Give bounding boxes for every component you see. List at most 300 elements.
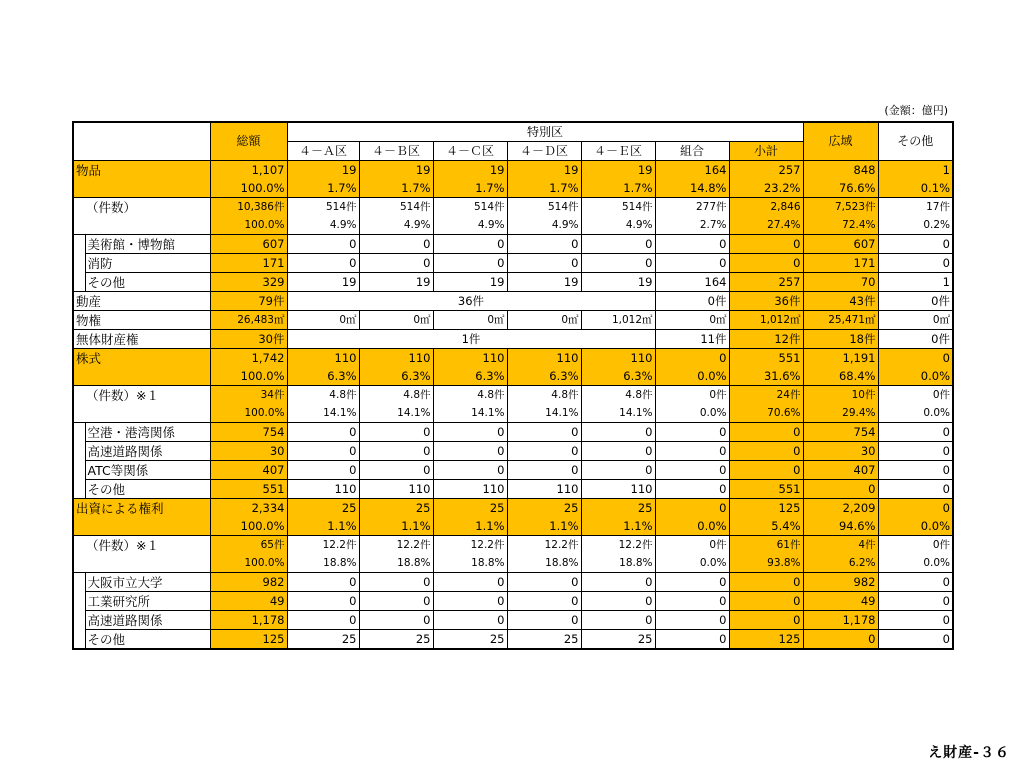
table-row bbox=[73, 349, 953, 368]
value-cell: 4.8件 bbox=[287, 386, 359, 405]
value-cell: 0件 bbox=[655, 292, 729, 311]
value-cell: 25 bbox=[359, 630, 433, 650]
value-cell: 1.7% bbox=[581, 179, 655, 198]
value-cell: 0 bbox=[433, 611, 507, 630]
value-cell: 0 bbox=[655, 592, 729, 611]
item-label: 工業研究所 bbox=[85, 592, 210, 611]
value-cell: 0 bbox=[507, 611, 581, 630]
value-cell: 551 bbox=[210, 480, 287, 499]
value-cell: 1,178 bbox=[210, 611, 287, 630]
value-cell: 171 bbox=[803, 254, 878, 273]
value-cell: 0 bbox=[433, 423, 507, 442]
value-cell: 0 bbox=[803, 480, 878, 499]
value-cell: 1.1% bbox=[359, 517, 433, 536]
page-number: え財産-３６ bbox=[928, 745, 1010, 761]
value-cell: 0 bbox=[729, 611, 803, 630]
value-cell: 0.0% bbox=[655, 404, 729, 423]
value-cell: 19 bbox=[359, 273, 433, 292]
value-cell: 0.0% bbox=[878, 517, 953, 536]
header-union: 組合 bbox=[655, 142, 729, 161]
value-cell: 25 bbox=[287, 499, 359, 518]
value-cell: 14.8% bbox=[655, 179, 729, 198]
table-row bbox=[73, 536, 953, 555]
value-cell: 0 bbox=[581, 573, 655, 592]
value-cell: 18.8% bbox=[359, 554, 433, 573]
item-label: その他 bbox=[85, 480, 210, 499]
label-spacer bbox=[73, 179, 210, 198]
value-cell: 0㎡ bbox=[287, 311, 359, 330]
value-cell: 6.3% bbox=[359, 367, 433, 386]
header-total: 総額 bbox=[210, 122, 287, 161]
value-cell: 0 bbox=[433, 442, 507, 461]
value-cell: 110 bbox=[359, 480, 433, 499]
value-cell: 0 bbox=[729, 442, 803, 461]
value-cell: 0 bbox=[581, 461, 655, 480]
table-row bbox=[73, 161, 953, 180]
value-cell: 0 bbox=[359, 254, 433, 273]
value-cell: 0.0% bbox=[878, 404, 953, 423]
indent-cell bbox=[73, 423, 85, 442]
value-cell: 0 bbox=[878, 349, 953, 368]
table-row bbox=[73, 386, 953, 405]
value-cell: 19 bbox=[433, 273, 507, 292]
value-cell: 25 bbox=[507, 499, 581, 518]
header-subtotal: 小計 bbox=[729, 142, 803, 161]
value-cell: 754 bbox=[803, 423, 878, 442]
value-cell: 0 bbox=[878, 423, 953, 442]
table-row bbox=[73, 330, 953, 349]
value-cell: 4.9% bbox=[507, 216, 581, 235]
header-other: その他 bbox=[878, 122, 953, 161]
value-cell: 0 bbox=[359, 423, 433, 442]
value-cell: 100.0% bbox=[210, 517, 287, 536]
value-cell: 0 bbox=[729, 461, 803, 480]
value-cell: 0 bbox=[655, 630, 729, 650]
value-cell: 14.1% bbox=[287, 404, 359, 423]
value-cell: 0 bbox=[655, 254, 729, 273]
value-cell: 164 bbox=[655, 161, 729, 180]
value-cell: 514件 bbox=[287, 198, 359, 217]
value-cell: 65件 bbox=[210, 536, 287, 555]
value-cell: 607 bbox=[210, 235, 287, 254]
value-cell: 25 bbox=[359, 499, 433, 518]
value-cell: 0件 bbox=[878, 330, 953, 349]
value-cell: 14.1% bbox=[581, 404, 655, 423]
value-cell: 0 bbox=[287, 461, 359, 480]
table-row bbox=[73, 442, 953, 461]
value-cell: 257 bbox=[729, 161, 803, 180]
value-cell: 4.9% bbox=[433, 216, 507, 235]
corner-header bbox=[73, 122, 210, 161]
category-label: 動産 bbox=[73, 292, 210, 311]
item-label: 消防 bbox=[85, 254, 210, 273]
value-cell: 19 bbox=[507, 273, 581, 292]
value-cell: 19 bbox=[287, 161, 359, 180]
value-cell: 18件 bbox=[803, 330, 878, 349]
indent-cell bbox=[73, 480, 85, 499]
value-cell: 14.1% bbox=[359, 404, 433, 423]
category-label: 物品 bbox=[73, 161, 210, 180]
value-cell: 0 bbox=[433, 573, 507, 592]
value-cell: 25 bbox=[287, 630, 359, 650]
value-cell: 0.0% bbox=[655, 367, 729, 386]
value-cell: 0 bbox=[359, 592, 433, 611]
value-cell: 14.1% bbox=[507, 404, 581, 423]
value-cell: 100.0% bbox=[210, 367, 287, 386]
value-cell: 0 bbox=[655, 235, 729, 254]
value-cell: 110 bbox=[433, 349, 507, 368]
value-cell: 26,483㎡ bbox=[210, 311, 287, 330]
unit-note: (金額：億円) bbox=[884, 104, 948, 117]
table-row bbox=[73, 273, 953, 292]
value-cell: 1.1% bbox=[433, 517, 507, 536]
value-cell: 0 bbox=[729, 254, 803, 273]
value-cell: 0 bbox=[507, 235, 581, 254]
value-cell: 12.2件 bbox=[287, 536, 359, 555]
count-label: （件数）※１ bbox=[73, 386, 210, 405]
value-cell: 171 bbox=[210, 254, 287, 273]
value-cell: 2.7% bbox=[655, 216, 729, 235]
table-row bbox=[73, 630, 953, 650]
value-cell: 93.8% bbox=[729, 554, 803, 573]
header-4a: ４－Ａ区 bbox=[287, 142, 359, 161]
table-row bbox=[73, 254, 953, 273]
table-row bbox=[73, 404, 953, 423]
value-cell: 0件 bbox=[655, 386, 729, 405]
value-cell: 31.6% bbox=[729, 367, 803, 386]
table-row bbox=[73, 517, 953, 536]
value-cell: 0 bbox=[433, 235, 507, 254]
header-4e: ４－Ｅ区 bbox=[581, 142, 655, 161]
item-label: 高速道路関係 bbox=[85, 611, 210, 630]
value-cell: 10件 bbox=[803, 386, 878, 405]
value-cell: 0 bbox=[729, 573, 803, 592]
value-cell: 0 bbox=[507, 442, 581, 461]
value-cell: 0 bbox=[287, 611, 359, 630]
table-row bbox=[73, 367, 953, 386]
value-cell: 100.0% bbox=[210, 554, 287, 573]
value-cell: 0 bbox=[655, 611, 729, 630]
value-cell: 0 bbox=[507, 592, 581, 611]
value-cell: 1.7% bbox=[287, 179, 359, 198]
value-cell: 0 bbox=[359, 573, 433, 592]
indent-cell bbox=[73, 273, 85, 292]
item-label: 空港・港湾関係 bbox=[85, 423, 210, 442]
table-row bbox=[73, 235, 953, 254]
value-cell: 94.6% bbox=[803, 517, 878, 536]
value-cell: 100.0% bbox=[210, 179, 287, 198]
value-cell: 43件 bbox=[803, 292, 878, 311]
value-cell: 76.6% bbox=[803, 179, 878, 198]
indent-cell bbox=[73, 442, 85, 461]
value-cell: 19 bbox=[433, 161, 507, 180]
value-cell: 23.2% bbox=[729, 179, 803, 198]
value-cell: 514件 bbox=[359, 198, 433, 217]
table-row bbox=[73, 499, 953, 518]
value-cell: 0件 bbox=[655, 536, 729, 555]
value-cell: 0 bbox=[878, 573, 953, 592]
category-label: 株式 bbox=[73, 349, 210, 368]
value-cell: 0 bbox=[878, 611, 953, 630]
item-label: その他 bbox=[85, 630, 210, 650]
value-cell: 1,178 bbox=[803, 611, 878, 630]
header-special: 特別区 bbox=[287, 122, 803, 142]
value-cell: 0 bbox=[433, 254, 507, 273]
value-cell: 329 bbox=[210, 273, 287, 292]
value-cell: 100.0% bbox=[210, 404, 287, 423]
value-cell: 25,471㎡ bbox=[803, 311, 878, 330]
value-cell: 6.3% bbox=[507, 367, 581, 386]
value-cell: 0 bbox=[878, 630, 953, 650]
value-cell: 0 bbox=[878, 442, 953, 461]
value-cell: 110 bbox=[507, 480, 581, 499]
value-cell: 125 bbox=[210, 630, 287, 650]
value-cell: 0 bbox=[359, 235, 433, 254]
value-cell: 19 bbox=[581, 273, 655, 292]
merged-cell: 36件 bbox=[287, 292, 655, 311]
value-cell: 0 bbox=[359, 461, 433, 480]
label-spacer bbox=[73, 404, 210, 423]
value-cell: 25 bbox=[581, 499, 655, 518]
value-cell: 10,386件 bbox=[210, 198, 287, 217]
value-cell: 19 bbox=[287, 273, 359, 292]
value-cell: 11件 bbox=[655, 330, 729, 349]
value-cell: 1,107 bbox=[210, 161, 287, 180]
value-cell: 0.1% bbox=[878, 179, 953, 198]
value-cell: 110 bbox=[287, 480, 359, 499]
value-cell: 0 bbox=[287, 235, 359, 254]
value-cell: 1,012㎡ bbox=[581, 311, 655, 330]
value-cell: 49 bbox=[210, 592, 287, 611]
value-cell: 110 bbox=[581, 349, 655, 368]
value-cell: 30 bbox=[210, 442, 287, 461]
value-cell: 79件 bbox=[210, 292, 287, 311]
value-cell: 70.6% bbox=[729, 404, 803, 423]
value-cell: 1.7% bbox=[433, 179, 507, 198]
header-wide: 広域 bbox=[803, 122, 878, 161]
value-cell: 0 bbox=[581, 442, 655, 461]
count-label: （件数） bbox=[73, 198, 210, 217]
value-cell: 1 bbox=[878, 161, 953, 180]
value-cell: 0 bbox=[581, 423, 655, 442]
value-cell: 24件 bbox=[729, 386, 803, 405]
value-cell: 0㎡ bbox=[433, 311, 507, 330]
value-cell: 0件 bbox=[878, 386, 953, 405]
value-cell: 257 bbox=[729, 273, 803, 292]
table-row bbox=[73, 311, 953, 330]
label-spacer bbox=[73, 216, 210, 235]
header-4c: ４－Ｃ区 bbox=[433, 142, 507, 161]
value-cell: 12件 bbox=[729, 330, 803, 349]
value-cell: 0 bbox=[655, 461, 729, 480]
value-cell: 4.9% bbox=[359, 216, 433, 235]
table-row bbox=[73, 611, 953, 630]
header-4d: ４－Ｄ区 bbox=[507, 142, 581, 161]
value-cell: 18.8% bbox=[433, 554, 507, 573]
value-cell: 0.2% bbox=[878, 216, 953, 235]
value-cell: 0 bbox=[581, 611, 655, 630]
indent-cell bbox=[73, 254, 85, 273]
value-cell: 0 bbox=[507, 461, 581, 480]
value-cell: 0 bbox=[581, 235, 655, 254]
value-cell: 0 bbox=[655, 349, 729, 368]
value-cell: 0 bbox=[359, 442, 433, 461]
value-cell: 514件 bbox=[507, 198, 581, 217]
value-cell: 4.9% bbox=[287, 216, 359, 235]
value-cell: 110 bbox=[359, 349, 433, 368]
value-cell: 125 bbox=[729, 630, 803, 650]
value-cell: 0㎡ bbox=[655, 311, 729, 330]
category-label: 無体財産権 bbox=[73, 330, 210, 349]
value-cell: 0 bbox=[433, 461, 507, 480]
value-cell: 0 bbox=[878, 254, 953, 273]
value-cell: 982 bbox=[210, 573, 287, 592]
value-cell: 0 bbox=[581, 592, 655, 611]
value-cell: 1.7% bbox=[359, 179, 433, 198]
table-row bbox=[73, 554, 953, 573]
indent-cell bbox=[73, 630, 85, 650]
value-cell: 0 bbox=[287, 592, 359, 611]
value-cell: 0 bbox=[507, 423, 581, 442]
item-label: その他 bbox=[85, 273, 210, 292]
value-cell: 0 bbox=[878, 461, 953, 480]
value-cell: 0 bbox=[287, 423, 359, 442]
value-cell: 4.9% bbox=[581, 216, 655, 235]
value-cell: 0 bbox=[803, 630, 878, 650]
value-cell: 2,334 bbox=[210, 499, 287, 518]
indent-cell bbox=[73, 235, 85, 254]
value-cell: 0.0% bbox=[655, 517, 729, 536]
value-cell: 1,191 bbox=[803, 349, 878, 368]
value-cell: 0㎡ bbox=[878, 311, 953, 330]
value-cell: 6.3% bbox=[433, 367, 507, 386]
value-cell: 1,742 bbox=[210, 349, 287, 368]
value-cell: 0㎡ bbox=[359, 311, 433, 330]
value-cell: 110 bbox=[507, 349, 581, 368]
value-cell: 70 bbox=[803, 273, 878, 292]
value-cell: 25 bbox=[581, 630, 655, 650]
value-cell: 0 bbox=[655, 480, 729, 499]
value-cell: 100.0% bbox=[210, 216, 287, 235]
value-cell: 0.0% bbox=[878, 367, 953, 386]
value-cell: 18.8% bbox=[507, 554, 581, 573]
value-cell: 0 bbox=[878, 592, 953, 611]
count-label: （件数）※１ bbox=[73, 536, 210, 555]
value-cell: 1.1% bbox=[581, 517, 655, 536]
value-cell: 25 bbox=[433, 630, 507, 650]
value-cell: 164 bbox=[655, 273, 729, 292]
value-cell: 407 bbox=[803, 461, 878, 480]
value-cell: 0 bbox=[287, 442, 359, 461]
item-label: 高速道路関係 bbox=[85, 442, 210, 461]
item-label: ATC等関係 bbox=[85, 461, 210, 480]
value-cell: 0 bbox=[359, 611, 433, 630]
table-row bbox=[73, 461, 953, 480]
value-cell: 0件 bbox=[878, 536, 953, 555]
value-cell: 4.8件 bbox=[507, 386, 581, 405]
table-row bbox=[73, 292, 953, 311]
label-spacer bbox=[73, 554, 210, 573]
value-cell: 1 bbox=[878, 273, 953, 292]
indent-cell bbox=[73, 592, 85, 611]
value-cell: 0件 bbox=[878, 292, 953, 311]
value-cell: 14.1% bbox=[433, 404, 507, 423]
header-4b: ４－Ｂ区 bbox=[359, 142, 433, 161]
value-cell: 514件 bbox=[433, 198, 507, 217]
indent-cell bbox=[73, 611, 85, 630]
value-cell: 17件 bbox=[878, 198, 953, 217]
value-cell: 0 bbox=[581, 254, 655, 273]
value-cell: 6.2% bbox=[803, 554, 878, 573]
value-cell: 0 bbox=[655, 442, 729, 461]
value-cell: 18.8% bbox=[287, 554, 359, 573]
value-cell: 12.2件 bbox=[433, 536, 507, 555]
item-label: 大阪市立大学 bbox=[85, 573, 210, 592]
value-cell: 1.1% bbox=[287, 517, 359, 536]
value-cell: 4件 bbox=[803, 536, 878, 555]
table-row bbox=[73, 198, 953, 217]
value-cell: 0 bbox=[655, 499, 729, 518]
value-cell: 61件 bbox=[729, 536, 803, 555]
asset-table bbox=[72, 121, 954, 650]
value-cell: 551 bbox=[729, 349, 803, 368]
table-row bbox=[73, 592, 953, 611]
value-cell: 0 bbox=[878, 499, 953, 518]
table-row bbox=[73, 423, 953, 442]
value-cell: 36件 bbox=[729, 292, 803, 311]
value-cell: 0 bbox=[655, 573, 729, 592]
indent-cell bbox=[73, 573, 85, 592]
table-row bbox=[73, 480, 953, 499]
value-cell: 110 bbox=[287, 349, 359, 368]
value-cell: 6.3% bbox=[581, 367, 655, 386]
value-cell: 19 bbox=[507, 161, 581, 180]
value-cell: 1,012㎡ bbox=[729, 311, 803, 330]
value-cell: 551 bbox=[729, 480, 803, 499]
value-cell: 6.3% bbox=[287, 367, 359, 386]
value-cell: 0 bbox=[878, 480, 953, 499]
merged-cell: 1件 bbox=[287, 330, 655, 349]
value-cell: 407 bbox=[210, 461, 287, 480]
value-cell: 49 bbox=[803, 592, 878, 611]
value-cell: 5.4% bbox=[729, 517, 803, 536]
value-cell: 125 bbox=[729, 499, 803, 518]
value-cell: 2,209 bbox=[803, 499, 878, 518]
value-cell: 4.8件 bbox=[433, 386, 507, 405]
value-cell: 110 bbox=[433, 480, 507, 499]
value-cell: 34件 bbox=[210, 386, 287, 405]
value-cell: 110 bbox=[581, 480, 655, 499]
value-cell: 27.4% bbox=[729, 216, 803, 235]
value-cell: 514件 bbox=[581, 198, 655, 217]
value-cell: 0 bbox=[433, 592, 507, 611]
value-cell: 1.1% bbox=[507, 517, 581, 536]
value-cell: 18.8% bbox=[581, 554, 655, 573]
value-cell: 12.2件 bbox=[359, 536, 433, 555]
value-cell: 12.2件 bbox=[507, 536, 581, 555]
category-label: 物権 bbox=[73, 311, 210, 330]
value-cell: 982 bbox=[803, 573, 878, 592]
value-cell: 2,846 bbox=[729, 198, 803, 217]
value-cell: 7,523件 bbox=[803, 198, 878, 217]
table-row bbox=[73, 573, 953, 592]
label-spacer bbox=[73, 367, 210, 386]
value-cell: 0 bbox=[287, 573, 359, 592]
value-cell: 607 bbox=[803, 235, 878, 254]
value-cell: 0 bbox=[507, 573, 581, 592]
value-cell: 4.8件 bbox=[581, 386, 655, 405]
value-cell: 29.4% bbox=[803, 404, 878, 423]
